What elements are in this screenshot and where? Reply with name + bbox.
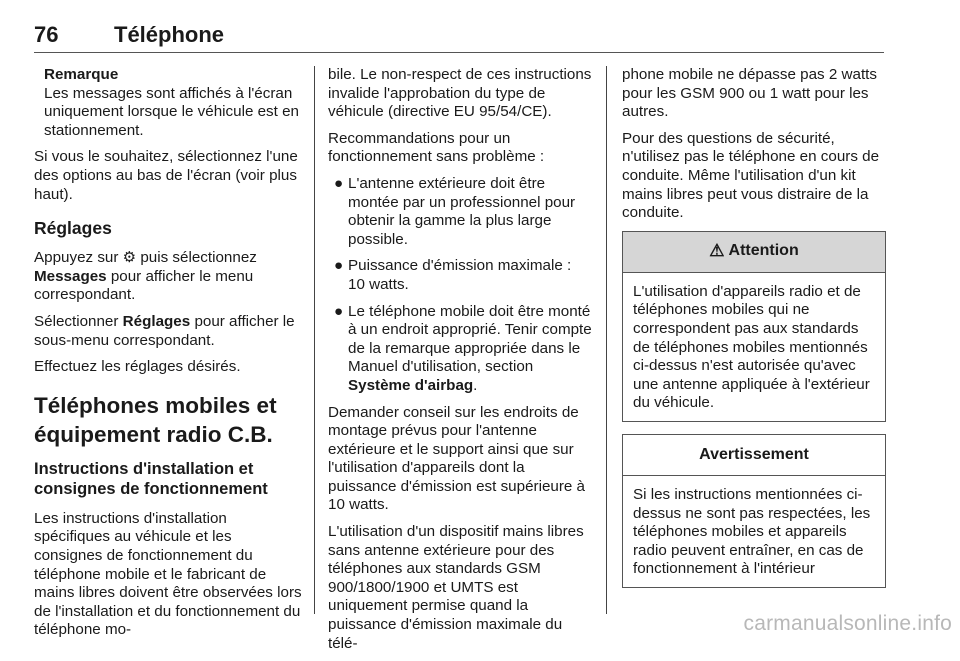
paragraph: Effectuez les réglages désirés. [34, 358, 241, 376]
bullet-icon: ● [334, 302, 344, 320]
sub-heading: Instructions d'installation et consignes de fonctionnement [34, 459, 268, 499]
warning-title: Avertissement [699, 445, 809, 463]
paragraph-select: Sélectionner Réglages pour afficher le sous-menu correspondant. [34, 312, 295, 349]
bullet-icon: ● [334, 257, 344, 275]
note-title: Remarque [44, 66, 119, 83]
term-airbag: Système d'airbag [348, 376, 474, 394]
warning-icon: ⚠ [709, 241, 725, 261]
column-divider [606, 66, 607, 614]
bullet-icon: ● [334, 174, 344, 192]
term-reglages: Réglages [122, 312, 191, 330]
list-item: ● Le téléphone mobile doit être monté à un endroit approprié. Tenir compte de la remarque appropriée dans le Manuel d'utilisation, section Système d'airbag. [334, 302, 592, 394]
warning-header [623, 435, 885, 476]
main-heading: Téléphones mobiles et équipement radio C.B. [34, 392, 277, 447]
column-3 [622, 66, 886, 600]
paragraph: Si vous le souhaitez, sélectionnez l'une des options au bas de l'écran (voir plus haut). [34, 148, 298, 203]
attention-title: Attention [728, 242, 799, 260]
attention-header [623, 232, 885, 273]
paragraph: Les instructions d'installation spécifiques au véhicule et les consignes de fonctionnement du téléphone mobile et le fabricant de mains libres doivent être observées lors de l'installation et du fonctionnement du téléphone mo- [34, 509, 302, 639]
page-number: 76 [34, 22, 59, 47]
paragraph: Recommandations pour un fonctionnement sans problème : [328, 129, 545, 166]
term-messages: Messages [34, 267, 107, 285]
paragraph: Pour des questions de sécurité, n'utilisez pas le téléphone en cours de conduite. Même l'utilisation d'un kit mains libres peut vous distraire de la conduite. [622, 129, 880, 222]
paragraph: Demander conseil sur les endroits de montage prévus pour l'antenne extérieure et le support ainsi que sur l'utilisation d'appareils dont la puissance d'émission est supérieure à 10 watts. [328, 403, 586, 514]
paragraph: L'utilisation d'un dispositif mains libres sans antenne extérieure pour des téléphones aux standards GSM 900/1800/1900 et UMTS est uniquement permise quand la puissance d'émission maximale du télé- [328, 523, 584, 652]
column-divider [314, 66, 315, 614]
watermark: carmanualsonline.info [743, 612, 952, 635]
paragraph: phone mobile ne dépasse pas 2 watts pour les GSM 900 ou 1 watt pour les autres. [622, 66, 877, 121]
page-header [34, 22, 884, 53]
attention-box [622, 231, 886, 422]
warning-text: Si les instructions mentionnées ci-dessus ne sont pas respectées, les téléphones mobiles et appareils radio peuvent entraîner, en cas de fonctionnement à l'intérieur [633, 485, 871, 578]
warning-box [622, 434, 886, 588]
attention-text: L'utilisation d'appareils radio et de téléphones mobiles qui ne correspondent pas aux standards de téléphones mobiles mentionnés ci-dessus n'est autorisée qu'avec une antenne appliquée à l'extérieur du véhicule. [633, 282, 870, 412]
settings-icon: ⚙ [122, 249, 137, 267]
column-2 [328, 66, 592, 661]
column-1 [34, 66, 302, 648]
list-item: ● Puissance d'émission maximale : 10 watts. [334, 257, 572, 293]
paragraph: bile. Le non-respect de ces instructions invalide l'approbation du type de véhicule (directive EU 95/54/CE). [328, 66, 592, 121]
note-text: Les messages sont affichés à l'écran uniquement lorsque le véhicule est en stationnement. [44, 84, 299, 139]
paragraph-press: Appuyez sur ⚙ puis sélectionnez Messages pour afficher le menu correspondant. [34, 249, 257, 304]
recommendation-list [328, 175, 592, 396]
list-item: ● L'antenne extérieure doit être montée par un professionnel pour obtenir la gamme la plus large possible. [334, 174, 576, 248]
section-heading-reglages: Réglages [34, 218, 112, 239]
chapter-title: Téléphone [114, 22, 225, 47]
note-block [34, 66, 302, 140]
